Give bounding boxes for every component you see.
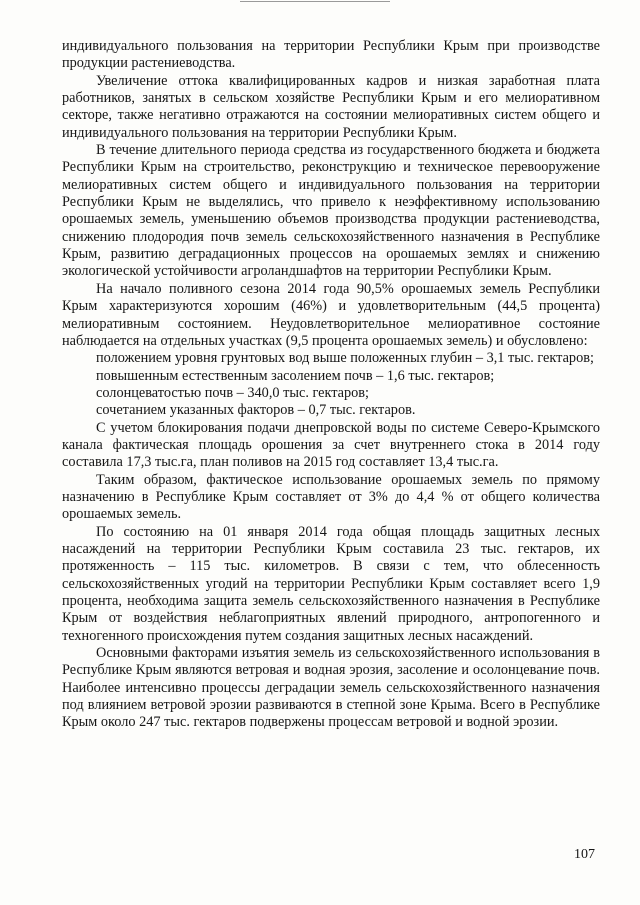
top-rule (240, 1, 390, 2)
paragraph: На начало поливного сезона 2014 года 90,5% орошаемых земель Республики Крым характеризуются хорошим (46%) и удовлетворительным (44,5 процента) мелиоративным состоянием. Неудовлетворительное мелиоративное состояние наблюдается на отдельных участках (9,5 процента орошаемых земель) и обусловлено: (62, 280, 600, 349)
paragraph: Таким образом, фактическое использование орошаемых земель по прямому назначению в Республике Крым составляет от 3% до 4,4 % от общего количества орошаемых земель. (62, 471, 600, 523)
paragraph: По состоянию на 01 января 2014 года общая площадь защитных лесных насаждений на территории Республики Крым составила 23 тыс. гектаров, их протяженность – 115 тыс. километров. В связи с тем, что облесенность сельскохозяйственных угодий на территории Республики Крым составляет всего 1,9 процента, необходима защита земель сельскохозяйственного назначения в Республике Крым от воздействия неблагоприятных явлений природного, антропогенного и техногенного происхождения путем создания защитных лесных насаждений. (62, 523, 600, 644)
list-item: сочетанием указанных факторов – 0,7 тыс. гектаров. (96, 402, 416, 419)
page-number: 107 (574, 847, 595, 862)
paragraph: Увеличение оттока квалифицированных кадров и низкая заработная плата работников, занятых в сельском хозяйстве Республики Крым и его мелиоративном секторе, также негативно отражаются на состоянии мелиоративных систем общего и индивидуального пользования на территории Республики Крым. (62, 72, 600, 141)
paragraph: В течение длительного периода средства из государственного бюджета и бюджета Республики Крым на строительство, реконструкцию и техническое перевооружение мелиоративных систем общего и индивидуального пользования на территории Республики Крым не выделялись, что привело к неэффективному использованию орошаемых земель, уменьшению объемов производства продукции растениеводства, снижению плодородия почв земель сельскохозяйственного назначения в Республике Крым, развитию деградационных процессов на орошаемых землях и снижению экологической устойчивости агроландшафтов на территории Республики Крым. (62, 142, 600, 280)
paragraph: индивидуального пользования на территории Республики Крым при производстве продукции растениеводства. (62, 38, 600, 72)
paragraph: Основными факторами изъятия земель из сельскохозяйственного использования в Республике Крым являются ветровая и водная эрозия, засоление и осолонцевание почв. Наиболее интенсивно процессы деградации земель сельскохозяйственного назначения под влиянием ветровой эрозии развиваются в степной зоне Крыма. Всего в Республике Крым около 247 тыс. гектаров подвержены процессам ветровой и водной эрозии. (62, 645, 600, 731)
list-item: повышенным естественным засолением почв – 1,6 тыс. гектаров; (96, 367, 495, 384)
list-item: положением уровня грунтовых вод выше положенных глубин – 3,1 тыс. гектаров; (96, 350, 594, 367)
paragraph: С учетом блокирования подачи днепровской воды по системе Северо-Крымского канала фактическая площадь орошения за счет внутреннего стока в 2014 году составила 17,3 тыс.га, план поливов на 2015 год составляет 13,4 тыс.га. (62, 419, 600, 471)
document-body (62, 38, 600, 732)
list-item: солонцеватостью почв – 340,0 тыс. гектаров; (96, 384, 370, 401)
